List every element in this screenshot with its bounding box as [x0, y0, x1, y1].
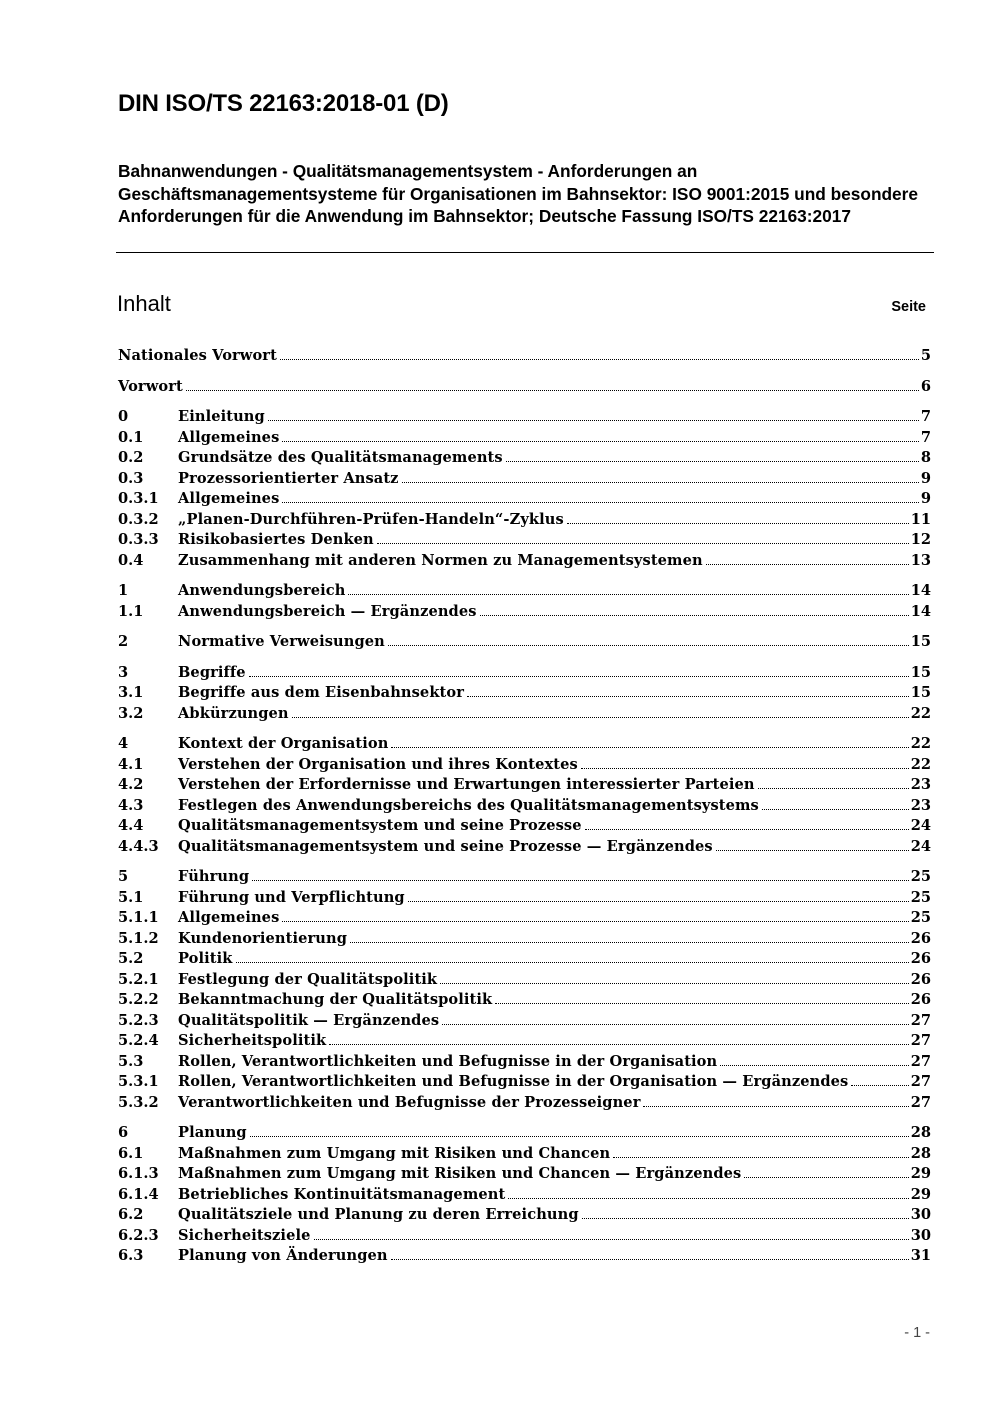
- toc-entry[interactable]: [118, 1247, 931, 1268]
- toc-dot-leader: [252, 879, 909, 881]
- toc-entry[interactable]: [118, 664, 931, 685]
- toc-entry-number: 4.1: [118, 755, 144, 773]
- toc-entry-page: 31: [910, 1247, 931, 1264]
- toc-dot-leader: [508, 1197, 908, 1199]
- toc-entry-page: 25: [910, 909, 931, 926]
- toc-dot-leader: [467, 695, 909, 697]
- toc-entry-title: Verstehen der Erfordernisse und Erwartungen interessierter Parteien: [178, 776, 755, 793]
- toc-dot-leader: [744, 1176, 908, 1178]
- page-number: - 1 -: [904, 1325, 930, 1341]
- toc-entry-page: 25: [910, 888, 931, 906]
- toc-dot-leader: [442, 1023, 909, 1025]
- toc-entry[interactable]: [118, 776, 931, 797]
- toc-dot-leader: [643, 1105, 908, 1107]
- toc-entry-page: 27: [910, 1093, 931, 1111]
- toc-entry-title: Verstehen der Organisation und ihres Kontextes: [178, 755, 578, 773]
- toc-entry-title: Planung von Änderungen: [178, 1247, 388, 1264]
- toc-entry-page: 6: [920, 377, 931, 395]
- toc-entry-title: Qualitätspolitik — Ergänzendes: [178, 1011, 440, 1029]
- toc-entry-page: 28: [910, 1124, 931, 1141]
- toc-entry-page: 30: [910, 1206, 931, 1223]
- toc-entry-number: 5.1.2: [118, 929, 159, 947]
- toc-dot-leader: [391, 1258, 909, 1260]
- toc-entry[interactable]: [118, 950, 931, 971]
- toc-entry-title: Normative Verweisungen: [178, 633, 385, 650]
- toc-entry-number: 0.3: [118, 469, 144, 487]
- toc-entry-number: 4.3: [118, 796, 144, 814]
- toc-dot-leader: [581, 767, 909, 769]
- toc-dot-leader: [762, 808, 909, 810]
- toc-dot-leader: [268, 419, 919, 421]
- toc-dot-leader: [585, 828, 909, 830]
- toc-entry-number: 4.4.3: [118, 837, 159, 855]
- toc-dot-leader: [720, 1064, 908, 1066]
- toc-entry-page: 29: [910, 1165, 931, 1182]
- toc-heading: Inhalt: [117, 291, 171, 316]
- toc-dot-leader: [582, 1217, 909, 1219]
- toc-entry-number: 0.3.1: [118, 490, 159, 507]
- toc-entry[interactable]: [118, 1094, 931, 1115]
- toc-entry[interactable]: [118, 603, 931, 624]
- toc-entry-title: Begriffe: [178, 663, 246, 681]
- toc-entry-title: Anwendungsbereich — Ergänzendes: [178, 602, 477, 620]
- toc-entry-page: 15: [910, 633, 931, 650]
- toc-entry-title: Führung und Verpflichtung: [178, 888, 405, 906]
- toc-entry-number: 0.3.3: [118, 531, 159, 548]
- toc-entry-number: 6: [118, 1124, 129, 1141]
- toc-entry-page: 14: [910, 582, 931, 599]
- toc-entry-number: 5.2: [118, 950, 144, 967]
- toc-entry-page: 27: [910, 1052, 931, 1070]
- toc-dot-leader: [495, 1002, 908, 1004]
- title-divider: [116, 252, 934, 253]
- toc-entry[interactable]: [118, 971, 931, 992]
- toc-dot-leader: [236, 961, 909, 963]
- document-subtitle: Bahnanwendungen - Qualitätsmanagementsystem - Anforderungen an Geschäftsmanagementsysteme für Organisationen im Bahnsektor: ISO 9001:2015 und besondere Anforderungen für die Anwendung im Bahnsektor; Deutsche Fassung ISO/TS 22163:2017: [118, 161, 919, 226]
- toc-entry-page: 22: [910, 735, 931, 752]
- toc-dot-leader: [377, 542, 909, 544]
- toc-dot-leader: [440, 982, 909, 984]
- toc-entry-page: 7: [920, 428, 931, 446]
- toc-dot-leader: [329, 1043, 909, 1045]
- toc-entry[interactable]: [118, 909, 931, 930]
- toc-entry-title: Abkürzungen: [178, 704, 289, 722]
- toc-dot-leader: [282, 920, 908, 922]
- toc-entry-title: Rollen, Verantwortlichkeiten und Befugnisse in der Organisation — Ergänzendes: [178, 1073, 849, 1090]
- toc-entry-number: 6.1: [118, 1144, 144, 1162]
- toc-entry-page: 26: [910, 950, 931, 967]
- toc-entry-number: 0.2: [118, 449, 144, 466]
- toc-dot-leader: [282, 501, 918, 503]
- toc-entry-page: 30: [910, 1226, 931, 1244]
- toc-entry-page: 26: [910, 929, 931, 947]
- toc-entry-number: 0.1: [118, 428, 144, 446]
- toc-entry[interactable]: [118, 1053, 931, 1074]
- toc-entry-page: 22: [910, 755, 931, 773]
- toc-dot-leader: [506, 460, 919, 462]
- toc-entry[interactable]: [118, 408, 931, 429]
- toc-entry-number: 4.2: [118, 776, 144, 793]
- toc-entry-number: 6.2.3: [118, 1226, 159, 1244]
- toc-entry-number: 5.3: [118, 1052, 144, 1070]
- toc-entry[interactable]: [118, 1073, 931, 1094]
- toc-entry[interactable]: [118, 705, 931, 726]
- toc-entry-number: 2: [118, 633, 129, 650]
- document-title: DIN ISO/TS 22163:2018-01 (D): [118, 90, 449, 117]
- toc-entry-page: 8: [920, 449, 931, 466]
- toc-entry[interactable]: [118, 511, 931, 532]
- toc-entry-number: 5.2.4: [118, 1032, 159, 1049]
- toc-entry[interactable]: [118, 1227, 931, 1248]
- toc-entry[interactable]: [118, 684, 931, 705]
- toc-entry-page: 15: [910, 684, 931, 701]
- toc-entry-title: Begriffe aus dem Eisenbahnsektor: [178, 684, 464, 701]
- toc-dot-leader: [250, 1135, 909, 1137]
- toc-entry-page: 27: [910, 1032, 931, 1049]
- toc-entry-number: 5.2.1: [118, 970, 159, 988]
- toc-dot-leader: [758, 787, 909, 789]
- toc-entry-page: 23: [910, 796, 931, 814]
- toc-dot-leader: [480, 614, 909, 616]
- toc-entry-title: Nationales Vorwort: [118, 347, 277, 364]
- toc-dot-leader: [314, 1238, 909, 1240]
- toc-entry-title: Bekanntmachung der Qualitätspolitik: [178, 991, 493, 1008]
- toc-entry[interactable]: [118, 1032, 931, 1053]
- toc-dot-leader: [350, 941, 909, 943]
- toc-entry-number: 5.3.2: [118, 1093, 159, 1111]
- toc-dot-leader: [249, 675, 909, 677]
- toc-entry-title: „Planen-Durchführen-Prüfen-Handeln“-Zyklus: [178, 510, 564, 528]
- toc-entry[interactable]: [118, 449, 931, 470]
- toc-entry[interactable]: [118, 889, 931, 910]
- toc-entry-number: 3: [118, 663, 129, 681]
- toc-entry-title: Zusammenhang mit anderen Normen zu Managementsystemen: [178, 551, 703, 569]
- toc-entry-page: 14: [910, 602, 931, 620]
- toc-entry-number: 4: [118, 735, 129, 752]
- toc-entry-number: 5.1: [118, 888, 144, 906]
- toc-dot-leader: [292, 716, 909, 718]
- toc-entry-title: Qualitätsmanagementsystem und seine Prozesse — Ergänzendes: [178, 837, 713, 855]
- toc-dot-leader: [388, 644, 909, 646]
- toc-entry-page: 22: [910, 704, 931, 722]
- toc-entry[interactable]: [118, 552, 931, 573]
- toc-entry-title: Qualitätsmanagementsystem und seine Prozesse: [178, 817, 582, 834]
- toc-entry[interactable]: [118, 1145, 931, 1166]
- toc-entry-page: 9: [920, 469, 931, 487]
- toc-entry[interactable]: [118, 797, 931, 818]
- toc-entry-title: Maßnahmen zum Umgang mit Risiken und Chancen: [178, 1144, 611, 1162]
- toc-dot-leader: [408, 900, 909, 902]
- toc-entry-title: Kundenorientierung: [178, 929, 348, 947]
- toc-entry[interactable]: [118, 756, 931, 777]
- toc-entry[interactable]: [118, 470, 931, 491]
- toc-dot-leader: [851, 1084, 908, 1086]
- toc-entry-number: 5.2.2: [118, 991, 159, 1008]
- toc-dot-leader: [348, 593, 908, 595]
- toc-entry-number: 3.1: [118, 684, 144, 701]
- toc-entry-number: 6.2: [118, 1206, 144, 1223]
- table-of-contents: [118, 347, 931, 1268]
- toc-entry-title: Risikobasiertes Denken: [178, 531, 374, 548]
- toc-dot-leader: [391, 746, 908, 748]
- toc-entry[interactable]: [118, 1012, 931, 1033]
- toc-entry-title: Sicherheitsziele: [178, 1226, 311, 1244]
- toc-entry-page: 26: [910, 970, 931, 988]
- toc-entry-title: Führung: [178, 868, 250, 885]
- toc-entry-title: Festlegen des Anwendungsbereichs des Qualitätsmanagementsystems: [178, 796, 759, 814]
- toc-entry[interactable]: [118, 582, 931, 603]
- toc-dot-leader: [716, 849, 909, 851]
- toc-entry[interactable]: [118, 991, 931, 1012]
- toc-entry-page: 29: [910, 1185, 931, 1203]
- toc-entry-page: 12: [910, 531, 931, 548]
- toc-entry-title: Sicherheitspolitik: [178, 1032, 327, 1049]
- toc-entry[interactable]: [118, 817, 931, 838]
- toc-entry-title: Festlegung der Qualitätspolitik: [178, 970, 438, 988]
- toc-entry-page: 9: [920, 490, 931, 507]
- toc-entry[interactable]: [118, 838, 931, 859]
- toc-entry-title: Allgemeines: [178, 490, 280, 507]
- toc-entry-page: 5: [920, 347, 931, 364]
- toc-dot-leader: [282, 440, 918, 442]
- toc-dot-leader: [706, 563, 909, 565]
- toc-dot-leader: [402, 481, 919, 483]
- toc-entry-number: 0.3.2: [118, 510, 159, 528]
- toc-entry-number: 6.1.4: [118, 1185, 159, 1203]
- toc-entry-title: Prozessorientierter Ansatz: [178, 469, 399, 487]
- toc-entry-title: Rollen, Verantwortlichkeiten und Befugnisse in der Organisation: [178, 1052, 718, 1070]
- toc-entry-page: 27: [910, 1011, 931, 1029]
- toc-entry[interactable]: [118, 429, 931, 450]
- toc-entry-page: 24: [910, 817, 931, 834]
- toc-entry[interactable]: [118, 1186, 931, 1207]
- toc-entry-page: 27: [910, 1073, 931, 1090]
- toc-entry-title: Politik: [178, 950, 233, 967]
- toc-entry-number: 3.2: [118, 704, 144, 722]
- toc-entry-number: 0: [118, 408, 129, 425]
- toc-entry-title: Kontext der Organisation: [178, 735, 389, 752]
- toc-entry[interactable]: [118, 490, 931, 511]
- toc-dot-leader: [280, 358, 919, 360]
- toc-entry-title: Grundsätze des Qualitätsmanagements: [178, 449, 503, 466]
- toc-entry-page: 24: [910, 837, 931, 855]
- toc-entry-number: 5.2.3: [118, 1011, 159, 1029]
- toc-entry-page: 26: [910, 991, 931, 1008]
- toc-dot-leader: [613, 1156, 908, 1158]
- toc-entry-page: 23: [910, 776, 931, 793]
- toc-entry-number: 5.1.1: [118, 909, 159, 926]
- toc-entry-page: 15: [910, 663, 931, 681]
- toc-entry[interactable]: [118, 633, 931, 654]
- toc-entry-title: Vorwort: [118, 377, 183, 395]
- toc-entry-title: Einleitung: [178, 408, 265, 425]
- toc-entry-number: 0.4: [118, 551, 144, 569]
- toc-entry-number: 1.1: [118, 602, 144, 620]
- toc-page-column-heading: Seite: [891, 299, 926, 315]
- toc-entry[interactable]: [118, 531, 931, 552]
- toc-entry-number: 4.4: [118, 817, 144, 834]
- toc-dot-leader: [567, 522, 909, 524]
- toc-entry[interactable]: [118, 347, 931, 368]
- toc-entry-number: 1: [118, 582, 129, 599]
- toc-entry-number: 5.3.1: [118, 1073, 159, 1090]
- toc-entry-page: 7: [920, 408, 931, 425]
- toc-dot-leader: [186, 389, 919, 391]
- toc-entry-number: 6.1.3: [118, 1165, 159, 1182]
- toc-entry-title: Planung: [178, 1124, 247, 1141]
- toc-entry[interactable]: [118, 378, 931, 399]
- toc-entry-title: Betriebliches Kontinuitätsmanagement: [178, 1185, 506, 1203]
- toc-entry-title: Qualitätsziele und Planung zu deren Erreichung: [178, 1206, 579, 1223]
- toc-entry[interactable]: [118, 930, 931, 951]
- toc-entry-page: 28: [910, 1144, 931, 1162]
- toc-entry[interactable]: [118, 735, 931, 756]
- toc-entry-number: 5: [118, 868, 129, 885]
- toc-entry-title: Anwendungsbereich: [178, 582, 346, 599]
- toc-entry[interactable]: [118, 868, 931, 889]
- toc-entry[interactable]: [118, 1165, 931, 1186]
- toc-entry-title: Verantwortlichkeiten und Befugnisse der Prozesseigner: [178, 1093, 641, 1111]
- toc-entry-page: 25: [910, 868, 931, 885]
- toc-entry[interactable]: [118, 1206, 931, 1227]
- toc-entry-title: Allgemeines: [178, 909, 280, 926]
- toc-entry-page: 11: [910, 510, 931, 528]
- toc-entry-page: 13: [910, 551, 931, 569]
- toc-entry[interactable]: [118, 1124, 931, 1145]
- toc-entry-number: 6.3: [118, 1247, 144, 1264]
- toc-entry-title: Allgemeines: [178, 428, 280, 446]
- toc-entry-title: Maßnahmen zum Umgang mit Risiken und Chancen — Ergänzendes: [178, 1165, 742, 1182]
